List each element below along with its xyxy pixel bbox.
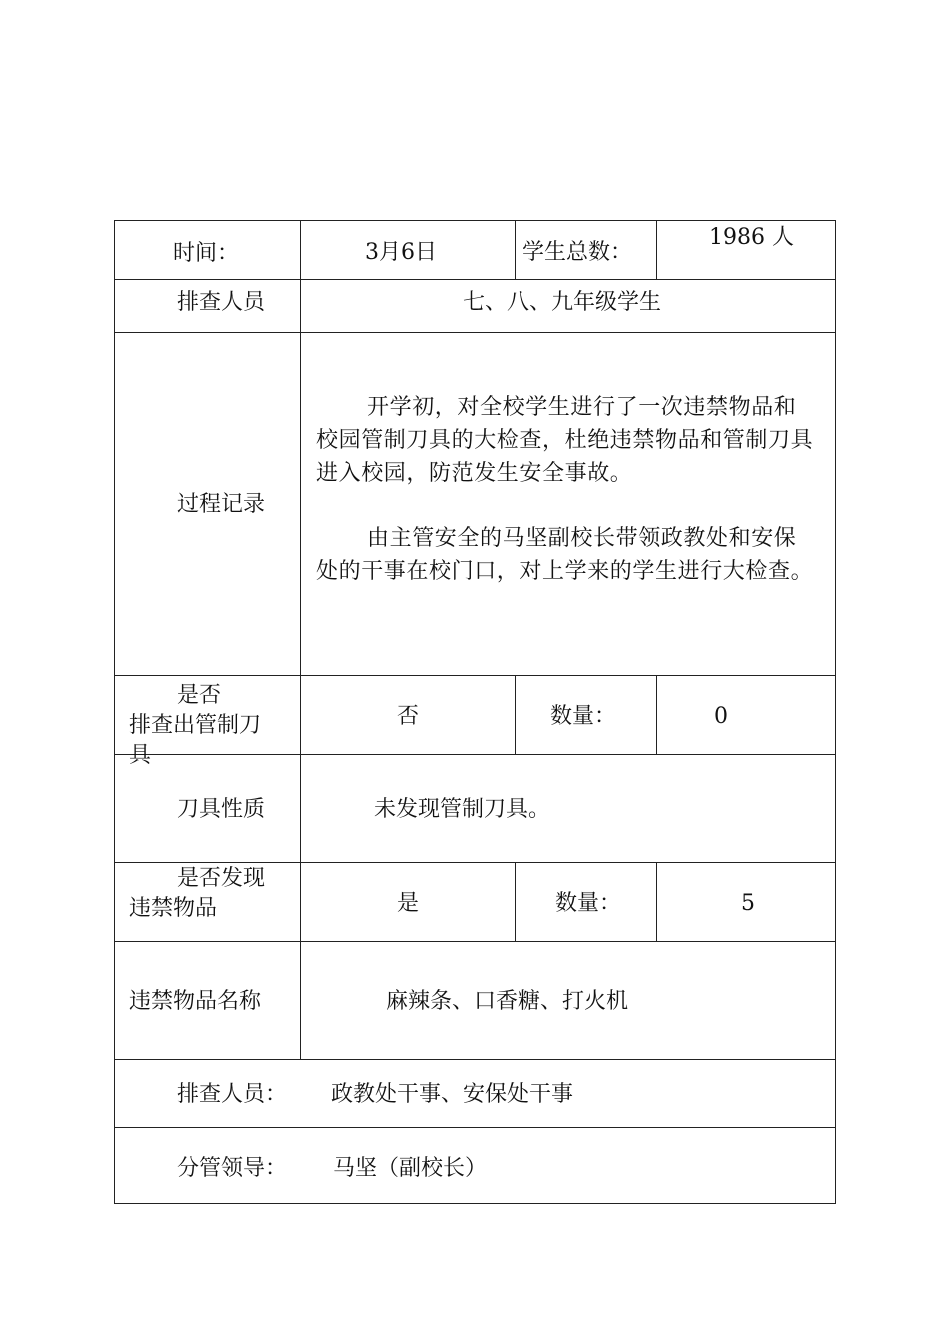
row-divider	[115, 941, 835, 942]
column-divider	[656, 675, 657, 754]
column-divider	[300, 221, 301, 1059]
student-total-label: 学生总数：	[522, 240, 633, 265]
row-divider	[115, 862, 835, 863]
contraband-names-label: 违禁物品名称	[129, 989, 262, 1014]
knives-found-label-line-1: 是否	[177, 683, 222, 708]
column-divider	[656, 862, 657, 941]
contraband-count-value: 5	[741, 891, 755, 916]
knives-found-value: 否	[397, 704, 420, 729]
row-divider	[115, 754, 835, 755]
knife-type-label: 刀具性质	[177, 797, 266, 822]
column-divider	[515, 862, 516, 941]
contraband-found-label-line-2: 违禁物品	[129, 896, 218, 921]
staff-value: 政教处干事、安保处干事	[331, 1082, 574, 1107]
knives-found-label-line-2: 排查出管制刀	[129, 713, 262, 738]
column-divider	[515, 675, 516, 754]
inspectors-label: 排查人员	[177, 290, 266, 315]
row-divider	[115, 1059, 835, 1060]
staff-label: 排查人员：	[177, 1082, 288, 1107]
knives-count-value: 0	[714, 704, 728, 729]
contraband-names-value: 麻辣条、口香糖、打火机	[386, 989, 629, 1014]
knives-found-label-clip	[129, 711, 300, 768]
knives-count-label: 数量：	[550, 704, 617, 729]
leader-value: 马坚（副校长）	[333, 1156, 488, 1181]
row-divider	[115, 279, 835, 280]
date-value: 3月6日	[365, 240, 437, 265]
inspectors-value: 七、八、九年级学生	[463, 290, 662, 315]
time-label: 时间：	[173, 241, 240, 266]
knife-type-value: 未发现管制刀具。	[374, 797, 551, 822]
contraband-found-label-line-1: 是否发现	[177, 866, 266, 891]
leader-label: 分管领导：	[177, 1156, 288, 1181]
column-divider	[656, 221, 657, 279]
process-record-label: 过程记录	[177, 492, 266, 517]
row-divider	[115, 1127, 835, 1128]
contraband-found-value: 是	[397, 891, 420, 916]
contraband-count-label: 数量：	[555, 891, 622, 916]
process-paragraph-1: 开学初，对全校学生进行了一次违禁物品和校园管制刀具的大检查，杜绝违禁物品和管制刀具进入校园，防范发生安全事故。	[316, 395, 814, 486]
knives-found-label-line-3: 具	[129, 743, 152, 768]
row-divider	[115, 675, 835, 676]
student-total-value: 1986 人	[709, 225, 794, 250]
column-divider	[515, 221, 516, 279]
row-divider	[115, 332, 835, 333]
process-paragraph-2: 由主管安全的马坚副校长带领政教处和安保处的干事在校门口，对上学来的学生进行大检查。	[316, 526, 814, 584]
inspection-record-table	[114, 220, 836, 1204]
